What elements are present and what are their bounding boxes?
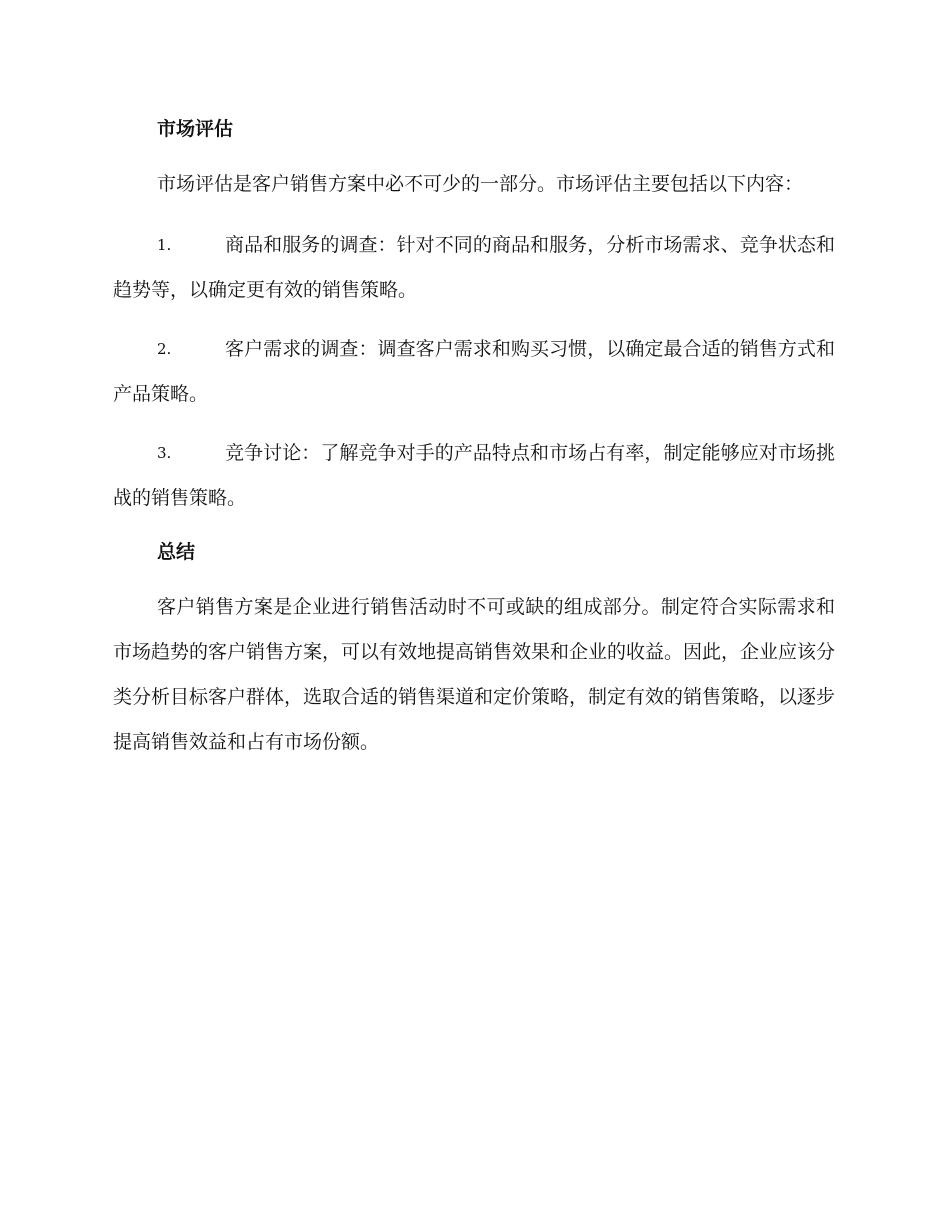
market-assessment-intro: 市场评估是客户销售方案中必不可少的一部分。市场评估主要包括以下内容： xyxy=(157,173,804,195)
section-heading-summary: 总结 xyxy=(157,541,196,563)
list-item-text: 商品和服务的调查：针对不同的商品和服务，分析市场需求、竞争状态和趋势等，以确定更有效的销售策略。 xyxy=(113,234,835,301)
list-item xyxy=(113,223,835,313)
list-item-text: 竞争讨论：了解竞争对手的产品特点和市场占有率，制定能够应对市场挑战的销售策略。 xyxy=(113,442,835,509)
list-item-number: 2. xyxy=(157,340,172,358)
list-item xyxy=(113,431,835,521)
market-assessment-list xyxy=(113,223,835,521)
section-heading-market-assessment: 市场评估 xyxy=(157,118,234,140)
list-item-number: 1. xyxy=(157,236,172,254)
summary-paragraph: 客户销售方案是企业进行销售活动时不可或缺的组成部分。制定符合实际需求和市场趋势的客户销售方案，可以有效地提高销售效果和企业的收益。因此，企业应该分类分析目标客户群体，选取合适的销售渠道和定价策略，制定有效的销售策略，以逐步提高销售效益和占有市场份额。 xyxy=(113,596,836,753)
document-page xyxy=(113,108,835,765)
list-item xyxy=(113,327,835,417)
list-item-number: 3. xyxy=(157,444,172,462)
list-item-text: 客户需求的调查：调查客户需求和购买习惯，以确定最合适的销售方式和产品策略。 xyxy=(113,338,835,405)
